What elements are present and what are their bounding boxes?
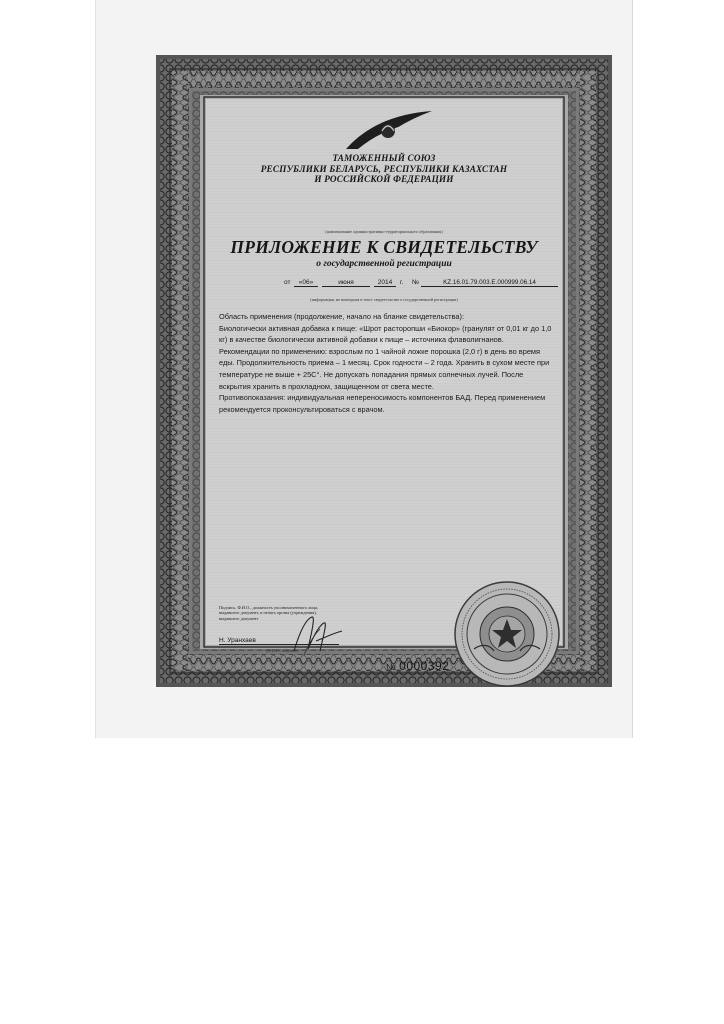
from-label: от bbox=[284, 279, 291, 286]
document-subtitle: о государственной регистрации bbox=[316, 259, 452, 269]
number-label: № bbox=[412, 279, 419, 286]
application-area-heading: Область применения (продолжение, начало на бланке свидетельства): bbox=[219, 312, 465, 321]
union-title-line2: РЕСПУБЛИКИ БЕЛАРУСЬ, РЕСПУБЛИКИ КАЗАХСТАН bbox=[260, 163, 508, 174]
union-title bbox=[206, 153, 562, 185]
contraindications: Противопоказания: индивидуальная непереносимость компонентов БАД. Перед применением рекомендуется проконсультироваться с врачом. bbox=[219, 393, 546, 414]
serial-number bbox=[386, 659, 449, 673]
signature-caption-line3: выдавшего документ bbox=[219, 615, 259, 621]
serial-prefix: № bbox=[386, 662, 397, 672]
signer-caption: (Ф.И.О., подпись) bbox=[266, 648, 298, 653]
signature-caption-line2: выдавшего документ, и печать органа (учреждения), bbox=[219, 610, 317, 616]
certificate-text bbox=[219, 311, 555, 415]
certificate-body bbox=[206, 99, 562, 673]
registration-line bbox=[284, 279, 562, 291]
usage-recommendations: Рекомендации по применению: взрослым по 1 чайной ложке порошка (2,0 г) в день во время еды. Продолжительность приема – 1 месяц. Срок годности – 2 года. Хранить в сухом месте при температуре не выше + 25С°. Не допускать попадания прямых солнечных лучей. После вскрытия хранить в прохладном, защищенном от света месте. bbox=[219, 346, 550, 391]
union-title-line1: ТАМОЖЕННЫЙ СОЮЗ bbox=[332, 153, 436, 163]
certificate bbox=[156, 55, 612, 687]
registration-caption: (информация, не вошедшая в текст свидетельства о государственной регистрации) bbox=[310, 297, 458, 302]
serial-value: 0000392 bbox=[399, 659, 450, 673]
signature-caption-line1: Подпись, Ф.И.О., должность уполномоченного лица, bbox=[219, 605, 319, 610]
product-description: Биологически активная добавка к пище: «Шрот расторопши «Биокор» (гранулят от 0,01 кг до 1,0 кг) в качестве биологически активной добавки к пище – источника флаволигнанов. bbox=[219, 323, 552, 345]
registration-month: июня bbox=[322, 279, 370, 287]
document-title: ПРИЛОЖЕНИЕ К СВИДЕТЕЛЬСТВУ bbox=[230, 237, 538, 257]
year-suffix: г. bbox=[400, 279, 404, 286]
union-title-line3: И РОССИЙСКОЙ ФЕДЕРАЦИИ bbox=[314, 174, 454, 184]
authority-caption: (наименование административно-территориального образования) bbox=[325, 229, 443, 234]
signer-name: Н. Уранхаев bbox=[219, 637, 339, 645]
registration-number: KZ.16.01.79.003.E.000999.06.14 bbox=[421, 279, 558, 287]
registration-year: 2014 bbox=[374, 279, 396, 287]
customs-union-emblem bbox=[336, 109, 436, 153]
registration-day: «06» bbox=[294, 279, 318, 287]
official-seal bbox=[452, 579, 562, 689]
